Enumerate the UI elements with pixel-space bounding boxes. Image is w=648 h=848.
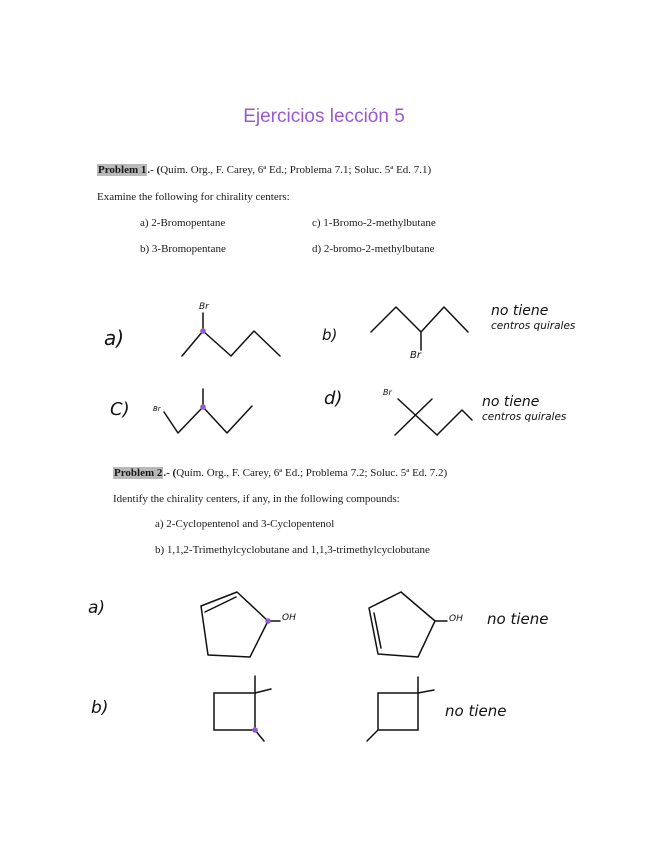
problem1-instruction: Examine the following for chirality centers:	[97, 191, 290, 203]
answer-label-a: a)	[104, 326, 125, 350]
structure-3-cyclopentenol	[369, 592, 447, 657]
p2-answer-label-b: b)	[91, 698, 109, 718]
page-title: Ejercicios lección 5	[243, 106, 405, 127]
problem1-item-c: c) 1-Bromo-2-methylbutane	[312, 217, 436, 229]
structure-1-1-2-trimethylcyclobutane	[214, 676, 271, 741]
chirality-mark	[200, 404, 206, 410]
br-label-b: Br	[410, 350, 421, 361]
br-label-c: Br	[153, 405, 161, 413]
structure-1-1-3-trimethylcyclobutane	[367, 677, 434, 741]
p2-answer-label-a: a)	[88, 598, 106, 618]
problem2-item-a: a) 2-Cyclopentenol and 3-Cyclopentenol	[155, 518, 335, 530]
structure-1-bromo-2-methylbutane	[164, 389, 252, 433]
answer-label-b: b)	[322, 326, 338, 344]
problem1-item-b: b) 3-Bromopentane	[140, 243, 226, 255]
structure-3-bromopentane	[371, 307, 468, 350]
structure-2-bromopentane	[182, 313, 280, 356]
br-label-d: Br	[383, 388, 392, 397]
problem1-dash: .-	[147, 164, 154, 176]
note-b-line2: centros quirales	[491, 320, 576, 332]
br-label-a: Br	[199, 302, 209, 312]
chirality-mark	[252, 727, 258, 733]
problem2-item-b: b) 1,1,2-Trimethylcyclobutane and 1,1,3-trimethylcyclobutane	[155, 544, 430, 556]
answer-label-d: d)	[324, 388, 343, 409]
chirality-mark	[265, 618, 271, 624]
problem1-item-a: a) 2-Bromopentane	[140, 217, 226, 229]
note-b-line1: no tiene	[491, 303, 549, 319]
problem1-item-d: d) 2-bromo-2-methylbutane	[312, 243, 435, 255]
problem1-reference: Quím. Org., F. Carey, 6ª Ed.; Problema 7.1; Soluc. 5ª Ed. 7.1)	[160, 164, 432, 176]
note-p2-b: no tiene	[445, 702, 507, 720]
problem2-reference: Quím. Org., F. Carey, 6ª Ed.; Problema 7.2; Soluc. 5ª Ed. 7.2)	[176, 467, 448, 479]
problem2-label: Problem 2	[114, 467, 163, 479]
oh-label-2: OH	[449, 614, 463, 624]
structure-2-bromo-2-methylbutane	[395, 399, 472, 435]
note-d-line2: centros quirales	[482, 411, 567, 423]
problem1-label: Problem 1	[98, 164, 147, 176]
chirality-mark	[200, 328, 206, 334]
note-p2-a: no tiene	[487, 610, 549, 628]
structure-2-cyclopentenol	[201, 592, 280, 657]
oh-label-1: OH	[282, 613, 296, 623]
problem2-dash: .-	[163, 467, 170, 479]
answer-label-c: C)	[110, 399, 130, 420]
problem2-paren: (	[172, 467, 177, 479]
problem2-instruction: Identify the chirality centers, if any, in the following compounds:	[113, 493, 400, 505]
problem1-paren: (	[156, 164, 161, 176]
note-d-line1: no tiene	[482, 394, 540, 410]
